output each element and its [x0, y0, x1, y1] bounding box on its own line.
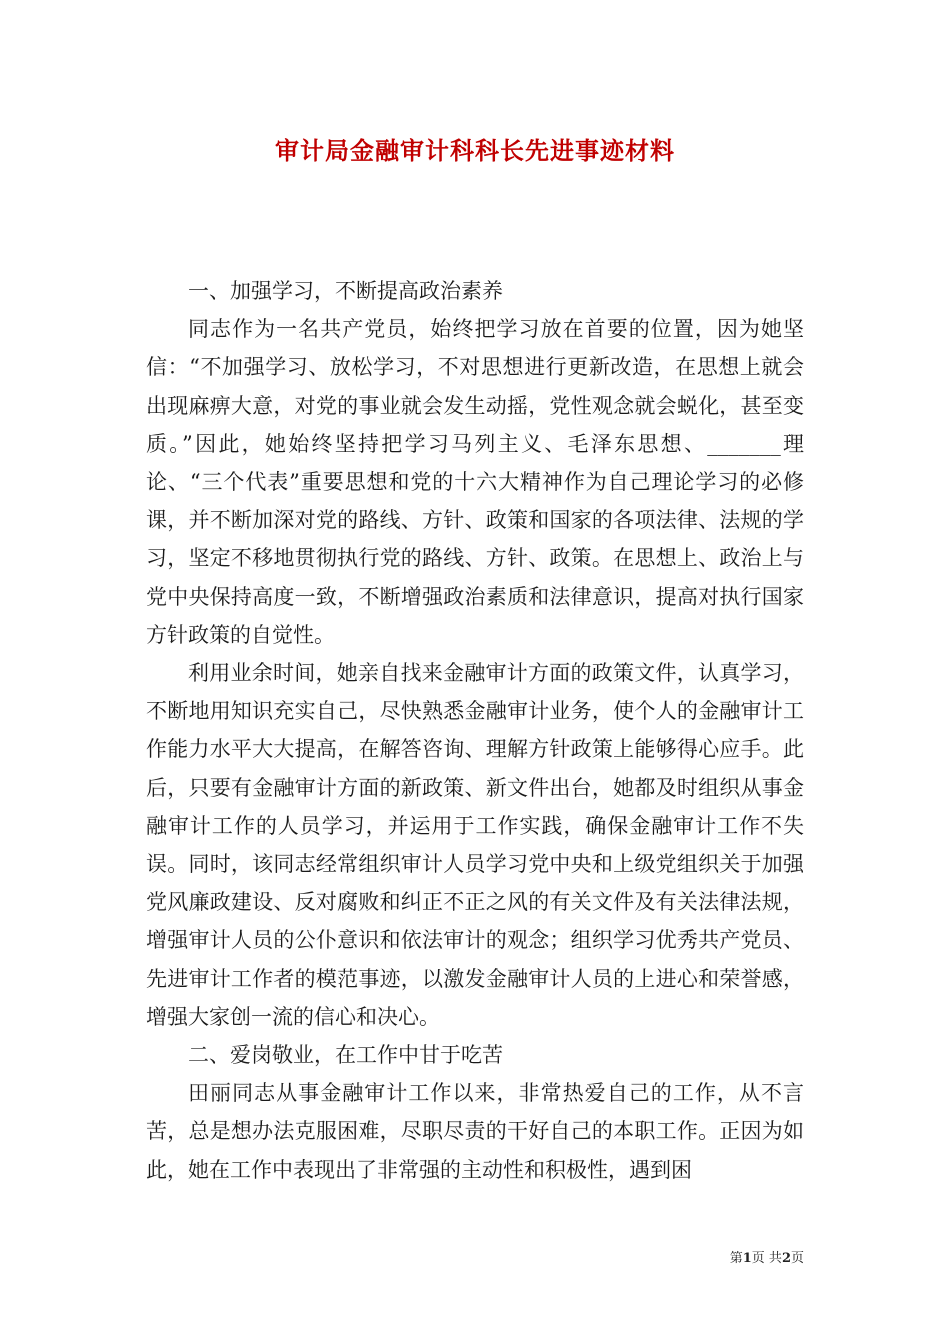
- current-page-number: 1: [742, 1251, 752, 1266]
- footer-middle: 页 共: [751, 1251, 782, 1266]
- footer-prefix: 第: [729, 1251, 743, 1266]
- paragraph-3: 田丽同志从事金融审计工作以来，非常热爱自己的工作，从不言苦，总是想办法克服困难，尽职尽责的干好自己的本职工作。正因为如此，她在工作中表现出了非常强的主动性和积极性，遇到困: [146, 1081, 804, 1182]
- document-title: 审计局金融审计科科长先进事迹材料: [275, 136, 675, 165]
- paragraph-2: 利用业余时间，她亲自找来金融审计方面的政策文件，认真学习，不断地用知识充实自己，尽快熟悉金融审计业务，使个人的金融审计工作能力水平大大提高，在解答咨询、理解方针政策上能够得心应手。此后，只要有金融审计方面的新政策、新文件出台，她都及时组织从事金融审计工作的人员学习，并运用于工作实践，确保金融审计工作不失误。同时，该同志经常组织审计人员学习党中央和上级党组织关于加强党风廉政建设、反对腐败和纠正不正之风的有关文件及有关法律法规，增强审计人员的公仆意识和依法审计的观念；组织学习优秀共产党员、先进审计工作者的模范事迹，以激发金融审计人员的上进心和荣誉感，增强大家创一流的信心和决心。: [146, 661, 804, 1029]
- page-number-footer: [730, 1247, 804, 1266]
- section-heading-1: 一、加强学习，不断提高政治素养: [188, 279, 503, 303]
- footer-suffix: 页: [790, 1251, 804, 1266]
- total-pages-number: 2: [781, 1251, 791, 1266]
- document-body: [146, 272, 804, 1189]
- section-heading-2: 二、爱岗敬业，在工作中甘于吃苦: [188, 1043, 503, 1068]
- paragraph-1: 同志作为一名共产党员，始终把学习放在首要的位置，因为她坚信：“不加强学习、放松学习，不对思想进行更新改造，在思想上就会出现麻痹大意，对党的事业就会发生动摇，党性观念就会蜕化，甚至变质。”因此，她始终坚持把学习马列主义、毛泽东思想、_______理论、“三个代表”重要思想和党的十六大精神作为自己理论学习的必修课，并不断加深对党的路线、方针、政策和国家的各项法律、法规的学习，坚定不移地贯彻执行党的路线、方针、政策。在思想上、政治上与党中央保持高度一致，不断增强政治素质和法律意识，提高对执行国家方针政策的自觉性。: [146, 317, 804, 647]
